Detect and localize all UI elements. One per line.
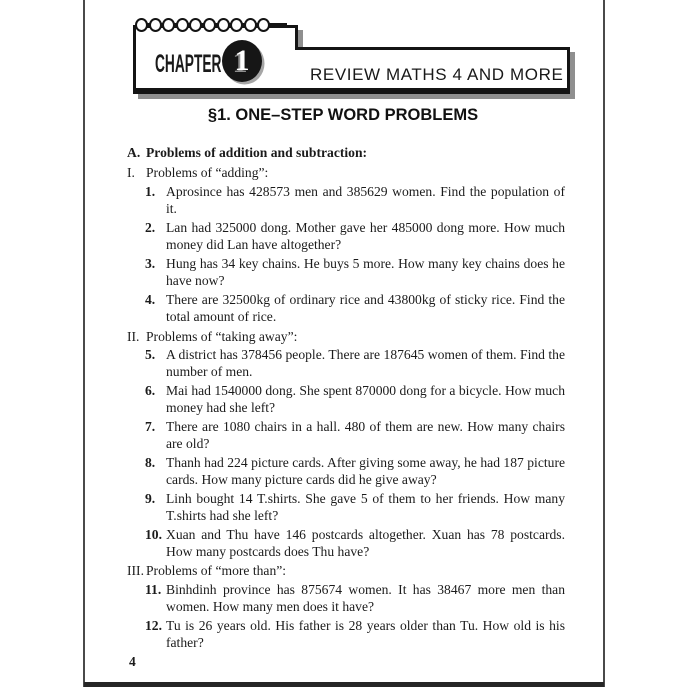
heading-a — [127, 144, 565, 161]
group-heading-3 — [127, 562, 565, 579]
chain-bead-icon — [217, 18, 230, 32]
problem-text: Aprosince has 428573 men and 385629 women. Find the population of it. — [166, 183, 565, 217]
problem-number: 1. — [145, 183, 156, 199]
problem-text: Linh bought 14 T.shirts. She gave 5 of them to her friends. How many T.shirts had she left? — [166, 490, 565, 524]
problem-item — [145, 418, 565, 453]
problem-text: Mai had 1540000 dong. She spent 870000 dong for a bicycle. How much money had she left? — [166, 382, 565, 416]
section-title: §1. ONE–STEP WORD PROBLEMS — [207, 106, 479, 124]
problem-item — [145, 219, 565, 254]
group-heading-2 — [127, 328, 565, 345]
group-title: Problems of “more than”: — [146, 563, 287, 579]
problem-number: 11. — [145, 581, 162, 597]
problem-item — [145, 526, 565, 561]
chain-bead-icon — [176, 18, 189, 32]
problem-number: 10. — [145, 526, 162, 542]
problem-item — [145, 490, 565, 525]
problem-number: 9. — [145, 490, 156, 506]
chapter-number-badge — [222, 40, 262, 82]
chapter-label: CHAPTER — [155, 50, 222, 78]
group-heading-1 — [127, 164, 565, 181]
page-edge-right — [603, 0, 605, 687]
problem-text: Binhdinh province has 875674 women. It has 38467 more men than women. How many men does it have? — [166, 581, 565, 615]
problem-item — [145, 454, 565, 489]
chain-bead-icon — [257, 18, 270, 32]
chain-bead-icon — [189, 18, 202, 32]
chain-bead-icon — [149, 18, 162, 32]
heading-text: Problems of addition and subtraction: — [146, 145, 368, 160]
problem-item — [145, 581, 565, 616]
group-title: Problems of “adding”: — [146, 165, 269, 181]
group-numeral: III. — [127, 563, 144, 579]
heading-label: A. — [127, 145, 141, 160]
page-edge-bottom — [84, 682, 604, 687]
problem-number: 4. — [145, 291, 156, 307]
problem-number: 12. — [145, 617, 162, 633]
chain-bead-icon — [230, 18, 243, 32]
problem-text: Lan had 325000 dong. Mother gave her 485000 dong more. How much money did Lan have altogether? — [166, 219, 565, 253]
chain-decoration — [135, 18, 271, 32]
group-numeral: II. — [127, 328, 140, 344]
chapter-banner — [133, 25, 580, 105]
problem-number: 6. — [145, 382, 156, 398]
problem-item — [145, 183, 565, 218]
page-number: 4 — [129, 654, 136, 669]
problem-item — [145, 346, 565, 381]
problem-number: 8. — [145, 454, 156, 470]
problem-text: A district has 378456 people. There are 187645 women of them. Find the number of men. — [166, 346, 565, 380]
problem-text: Thanh had 224 picture cards. After giving some away, he had 187 picture cards. How many picture cards did he give away? — [166, 454, 565, 488]
chain-bead-icon — [203, 18, 216, 32]
chain-bead-icon — [244, 18, 257, 32]
problem-item — [145, 617, 565, 652]
problems-content — [127, 144, 565, 653]
problem-item — [145, 255, 565, 290]
chain-bead-icon — [162, 18, 175, 32]
problem-text: Xuan and Thu have 146 postcards altogether. Xuan has 78 postcards. How many postcards does Thu have? — [166, 526, 565, 559]
problem-number: 3. — [145, 255, 156, 271]
group-numeral: I. — [127, 165, 135, 181]
chain-bead-icon — [135, 18, 148, 32]
problem-text: There are 1080 chairs in a hall. 480 of them are new. How many chairs are old? — [166, 418, 565, 452]
problem-text: There are 32500kg of ordinary rice and 43800kg of sticky rice. Find the total amount of rice. — [166, 291, 565, 325]
problem-text: Tu is 26 years old. His father is 28 years older than Tu. How old is his father? — [166, 617, 565, 651]
problem-text: Hung has 34 key chains. He buys 5 more. How many key chains does he have now? — [166, 255, 565, 289]
chapter-title: REVIEW MATHS 4 AND MORE — [310, 65, 564, 84]
problem-number: 5. — [145, 346, 156, 362]
problem-item — [145, 382, 565, 417]
problem-number: 7. — [145, 418, 156, 434]
group-title: Problems of “taking away”: — [146, 328, 298, 344]
page-edge-left — [83, 0, 85, 687]
problem-item — [145, 291, 565, 326]
problem-number: 2. — [145, 219, 156, 235]
chapter-number: 1 — [234, 44, 250, 77]
